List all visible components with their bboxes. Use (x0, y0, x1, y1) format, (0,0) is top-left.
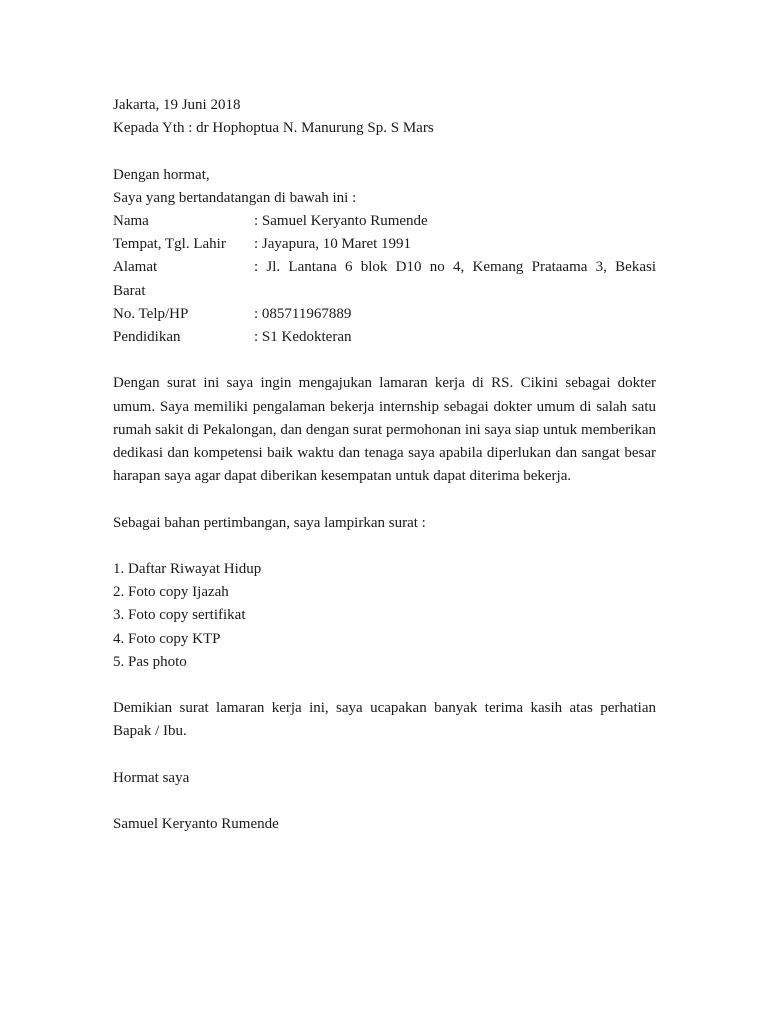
field-row-pendidikan (113, 326, 656, 349)
field-value: : 085711967889 (254, 305, 352, 322)
spacer (113, 140, 656, 163)
greeting: Dengan hormat, (113, 166, 210, 183)
place-date: Jakarta, 19 Juni 2018 (113, 97, 241, 113)
field-label: Pendidikan (113, 329, 181, 346)
field-value: : Samuel Keryanto Rumende (254, 213, 428, 229)
signature-name: Samuel Keryanto Rumende (113, 816, 279, 833)
attachments-list (113, 558, 656, 674)
field-label: Nama (113, 213, 149, 229)
applicant-details (113, 210, 656, 349)
list-item: 1. Daftar Riwayat Hidup (113, 561, 262, 577)
field-row-alamat (113, 256, 656, 279)
list-item: 4. Foto copy KTP (113, 630, 221, 647)
spacer (113, 790, 656, 813)
spacer (113, 535, 656, 558)
field-value: : S1 Kedokteran (254, 329, 352, 346)
spacer (113, 488, 656, 511)
field-row-telp (113, 303, 656, 326)
field-label: Alamat (113, 259, 158, 276)
field-label: No. Telp/HP (113, 305, 189, 322)
field-row-tempat-tgl-lahir (113, 233, 656, 256)
list-item: 3. Foto copy sertifikat (113, 607, 246, 624)
field-value: : Jayapura, 10 Maret 1991 (254, 236, 412, 253)
list-item: 5. Pas photo (113, 653, 187, 670)
spacer (113, 674, 656, 697)
field-label: Tempat, Tgl. Lahir (113, 236, 226, 253)
attachments-intro: Sebagai bahan pertimbangan, saya lampirkan surat : (113, 514, 426, 531)
field-value: : Jl. Lantana 6 blok D10 no 4, Kemang Prataama 3, Bekasi (254, 259, 656, 276)
intro-line: Saya yang bertandatangan di bawah ini : (113, 189, 357, 206)
list-item: 2. Foto copy Ijazah (113, 584, 229, 601)
letter-page (113, 94, 656, 836)
recipient-line: Kepada Yth : dr Hophoptua N. Manurung Sp. S Mars (113, 120, 434, 137)
closing-paragraph: Demikian surat lamaran kerja ini, saya ucapakan banyak terima kasih atas perhatian Bapak / Ibu. (113, 700, 656, 740)
regards: Hormat saya (113, 769, 190, 786)
spacer (113, 744, 656, 767)
spacer (113, 349, 656, 372)
body-paragraph: Dengan surat ini saya ingin mengajukan lamaran kerja di RS. Cikini sebagai dokter umum. Saya memiliki pengalaman bekerja internship sebagai dokter umum di salah satu rumah sakit di Pekalongan, dan dengan surat permohonan ini saya siap untuk memberikan dedikasi dan kompetensi baik waktu dan tenaga saya apabila diperlukan dan sangat besar harapan saya agar dapat diberikan kesempatan untuk dapat diterima bekerja. (113, 375, 656, 485)
address-continuation: Barat (113, 282, 146, 299)
field-row-nama (113, 210, 656, 233)
